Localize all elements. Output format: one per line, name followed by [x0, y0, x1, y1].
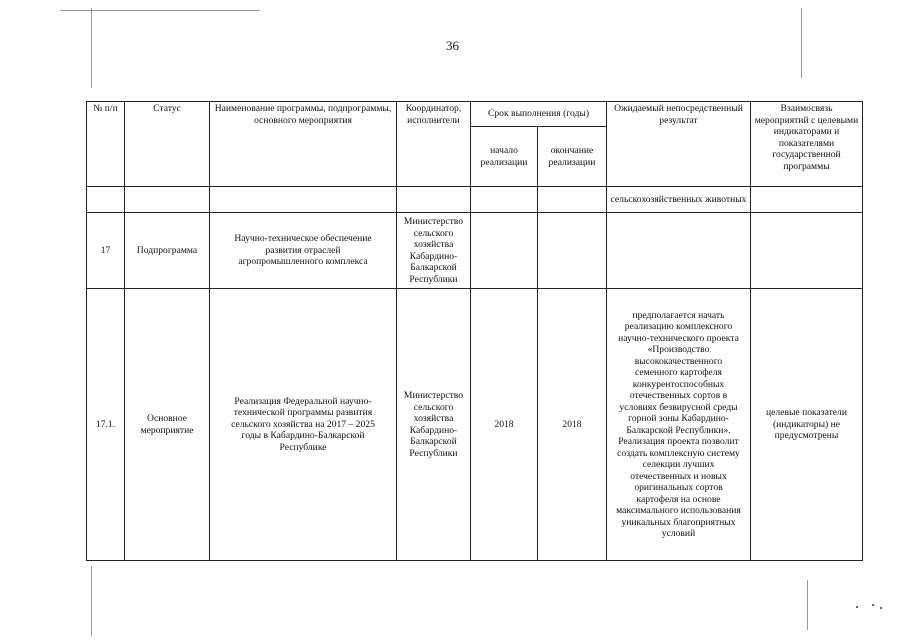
cell-start: 2018 [471, 289, 538, 561]
header-name: Наименование программы, подпрограммы, основного мероприятия [210, 102, 397, 187]
header-result: Ожидаемый непосредственный результат [607, 102, 751, 187]
cell-result [607, 213, 751, 289]
scan-margin-line-right [801, 8, 802, 78]
scan-speck [880, 607, 882, 609]
cell-coordinator: Министерство сельского хозяйства Кабардино-Балкарской Республики [397, 289, 471, 561]
cell-result: сельскохозяйственных животных [607, 187, 751, 213]
header-start: начало реализации [471, 127, 538, 187]
header-coordinator: Координатор, исполнители [397, 102, 471, 187]
cell-link: целевые показатели (индикаторы) не предусмотрены [751, 289, 863, 561]
scan-margin-line-left [91, 8, 92, 88]
scan-speck [872, 604, 874, 606]
table-row [87, 187, 863, 213]
cell-num: 17 [87, 213, 125, 289]
scan-speck [856, 606, 858, 608]
table-row [87, 213, 863, 289]
cell-start [471, 213, 538, 289]
cell-start [471, 187, 538, 213]
table-row [87, 289, 863, 561]
cell-end [538, 213, 607, 289]
header-link: Взаимосвязь мероприятий с целевыми индикаторами и показателями государственной программы [751, 102, 863, 187]
cell-link [751, 187, 863, 213]
cell-status: Подпрограмма [125, 213, 210, 289]
cell-link [751, 213, 863, 289]
header-period: Срок выполнения (годы) [471, 102, 607, 127]
scan-top-line [60, 10, 260, 11]
cell-status: Основное мероприятие [125, 289, 210, 561]
header-end: окончание реализации [538, 127, 607, 187]
cell-end [538, 187, 607, 213]
header-status: Статус [125, 102, 210, 187]
cell-end: 2018 [538, 289, 607, 561]
cell-result: предполагается начать реализацию комплексного научно-технического проекта «Производство высококачественного семенного картофеля конкурентоспособных отечественных сортов в условиях безвирусной среды горной зоны Кабардино-Балкарской Республики». Реализация проекта позволит создать комплексную систему селекции лучших отечественных и новых оригинальных сортов картофеля на основе максимального использования уникальных благоприятных условий [607, 289, 751, 561]
program-activities-table [86, 101, 863, 561]
cell-name: Реализация Федеральной научно-технической программы развития сельского хозяйства на 2017 – 2025 годы в Кабардино-Балкарской Республике [210, 289, 397, 561]
cell-status [125, 187, 210, 213]
cell-coordinator: Министерство сельского хозяйства Кабардино-Балкарской Республики [397, 213, 471, 289]
page-number: 36 [446, 38, 459, 53]
cell-name [210, 187, 397, 213]
scan-margin-line-right2 [807, 580, 808, 630]
header-num: № п/п [87, 102, 125, 187]
cell-name: Научно-техническое обеспечение развития отраслей агропромышленного комплекса [210, 213, 397, 289]
cell-coordinator [397, 187, 471, 213]
scan-margin-line-left-bottom [91, 566, 92, 636]
cell-num [87, 187, 125, 213]
cell-num: 17.1. [87, 289, 125, 561]
